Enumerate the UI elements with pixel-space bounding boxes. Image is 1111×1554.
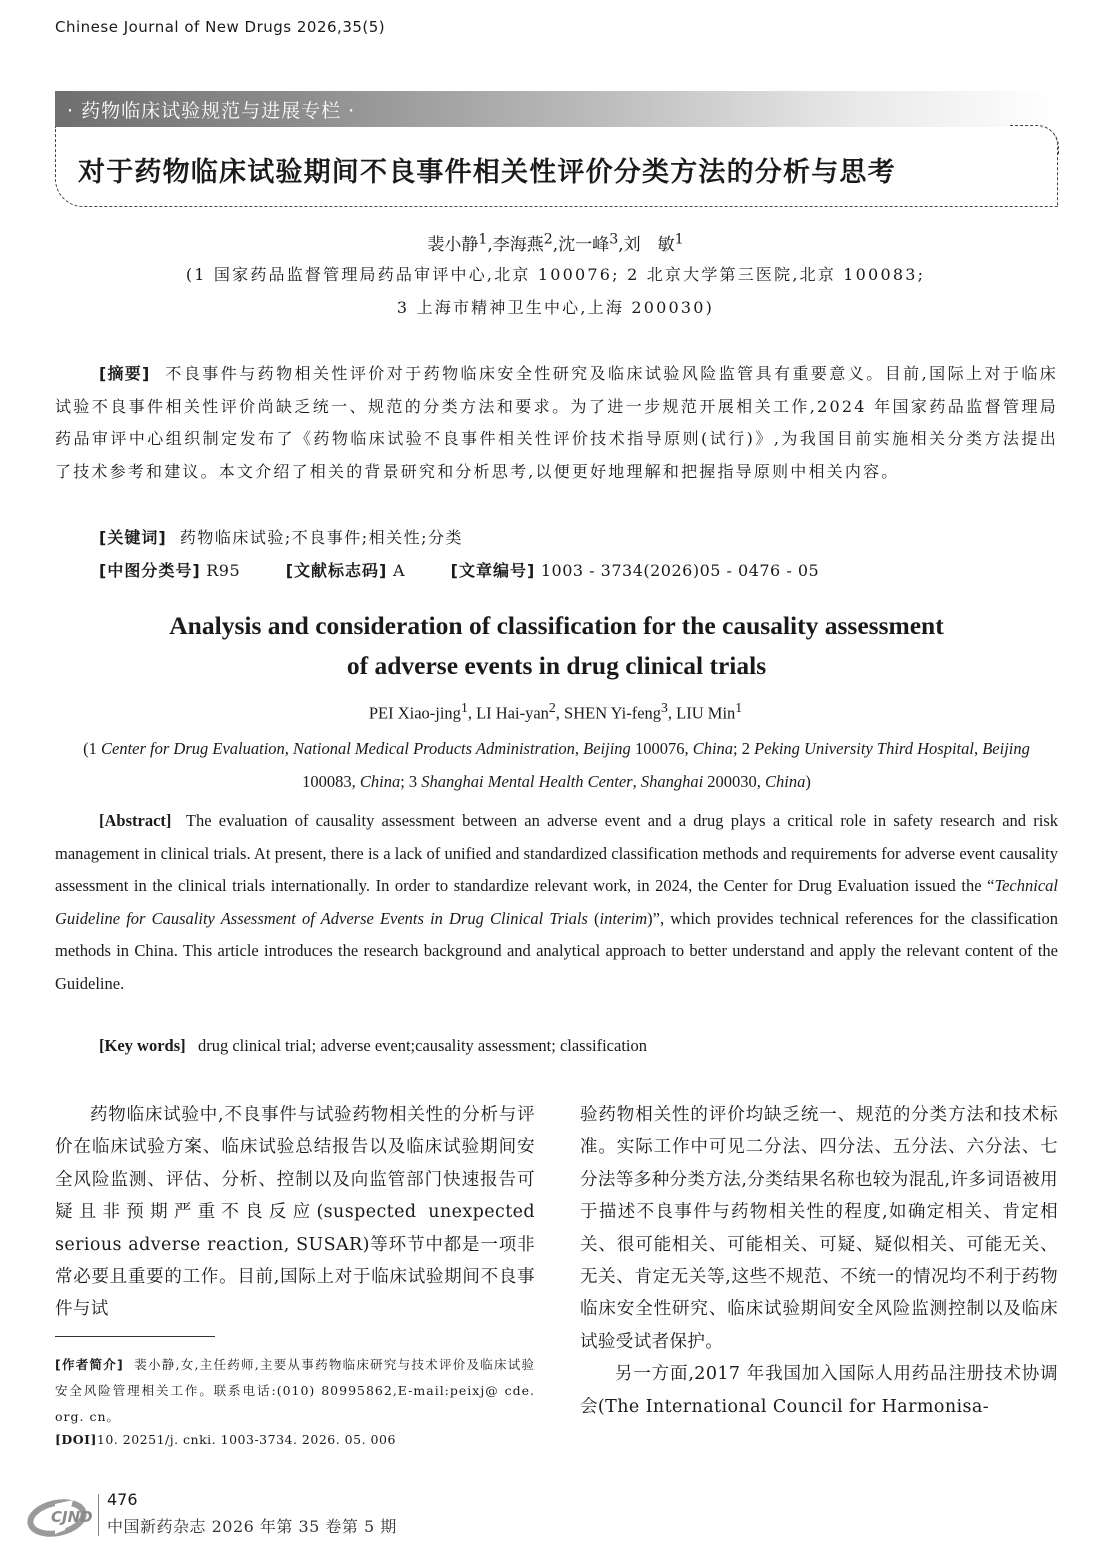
affil-org: National Medical Products Administration [293, 739, 575, 758]
running-head: Chinese Journal of New Drugs 2026,35(5) [55, 18, 386, 36]
author-affil-mark: 3 [661, 700, 668, 715]
interim-word: interim [599, 908, 648, 928]
article-no-value: 1003 - 3734(2026)05 - 0476 - 05 [540, 561, 820, 580]
affil-sep: , [284, 739, 294, 758]
classification-line [99, 558, 819, 581]
doi-value: 10. 20251/j. cnki. 1003-3734. 2026. 05. 006 [96, 1432, 396, 1447]
author-name: 李海燕 [492, 235, 544, 255]
footer-journal-info: 中国新药杂志 2026 年第 35 卷第 5 期 [107, 1517, 397, 1536]
author-name-en: SHEN Yi-feng [564, 703, 662, 723]
abstract-en [55, 805, 1058, 1000]
article-no-label: [文章编号] [450, 561, 536, 580]
affil-end: ; [733, 739, 742, 758]
affil-country: China [359, 772, 401, 791]
author-affil-mark: 1 [735, 700, 743, 715]
clc-value: R95 [206, 561, 241, 580]
author-name: 刘 敏 [623, 235, 675, 255]
author-name: 裴小静 [427, 235, 479, 255]
authors-cn: 裴小静$^1$,李海燕$^2$,沈一峰$^3$,刘 敏$^1$ [427, 231, 684, 255]
body-paragraph: 药物临床试验中,不良事件与试验药物相关性的分析与评价在临床试验方案、临床试验总结报告以及临床试验期间安全风险监测、评估、分析、控制以及向监管部门快速报告可疑且非预期严重不良反应(suspected unexpected serious adverse reaction, SUSAR)等环节中都是一项非常必要且重要的工作。目前,国际上对于临床试验期间不良事件与试 [55, 1105, 535, 1320]
article-title-cn: 对于药物临床试验期间不良事件相关性评价分类方法的分析与思考 [78, 157, 896, 188]
author-affil-mark: 1 [478, 231, 488, 248]
author-note [55, 1352, 535, 1430]
doc-code-label: [文献标志码] [285, 561, 388, 580]
affiliations-cn-line1: (1 国家药品监督管理局药品审评中心,北京 100076; 2 北京大学第三医院,北京 100083; [185, 265, 926, 284]
keywords-cn [99, 525, 463, 548]
affil-city: Beijing [982, 739, 1030, 758]
affil-city: Shanghai [640, 772, 704, 791]
title-en-line1: Analysis and consideration of classification for the causality assessment [169, 611, 944, 640]
author-note-text: 裴小静,女,主任药师,主要从事药物临床研究与技术评价及临床试验安全风险管理相关工作。联系电话:(010) 80995862,E-mail:peixj@ cde. org. cn。 [55, 1357, 536, 1424]
author-affil-mark: 2 [548, 700, 556, 715]
affil-end: ; [400, 772, 409, 791]
keywords-en [99, 1036, 647, 1056]
footer-divider [98, 1494, 99, 1536]
column-banner [55, 91, 1058, 127]
affil-code: 100076, [630, 739, 693, 758]
affil-inst: Center for Drug Evaluation [101, 739, 285, 758]
doi [55, 1432, 396, 1447]
article-title-en [55, 606, 1058, 686]
author-note-label: [作者简介] [55, 1357, 124, 1372]
doc-code-value: A [392, 561, 406, 580]
keywords-cn-text: 药物临床试验;不良事件;相关性;分类 [179, 528, 463, 547]
affil-sep: , [973, 739, 983, 758]
abstract-en-paren: ( [587, 908, 600, 928]
abstract-en-part2: )”, which provides technical references for the classification methods in China. This article introduces the research background and analytical approach to better understand and apply the relevant content of the Guideline. [55, 908, 1059, 993]
author-affil-mark: 3 [609, 231, 619, 248]
keywords-en-text: drug clinical trial; adverse event;causality assessment; classification [197, 1036, 647, 1055]
affil-code: 200030, [703, 772, 766, 791]
affil-city: Beijing [583, 739, 631, 758]
affiliations-en: (1 Center for Drug Evaluation, National Medical Products Administration, Beijing 100076, China; 2 Peking University Third Hospital, Beijing 100083, China; 3 Shanghai Mental Health Center, Shanghai 200030, China) [83, 739, 1030, 791]
affil-code: 100083, [302, 772, 360, 791]
abstract-en-part1: The evaluation of causality assessment between an adverse event and a drug plays a critical role in safety research and risk management in clinical trials. At present, there is a lack of unified and standardized classification methods and requirements for adverse event causality assessment in the clinical trials internationally. In order to standardize relevant work, in 2024, the Center for Drug Evaluation issued the “ [55, 811, 1058, 895]
authors-en: PEI Xiao-jing$^1$, LI Hai-yan$^2$, SHEN Yi-feng$^3$, LIU Min$^1$ [368, 700, 743, 723]
affiliations-cn-line2: 3 上海市精神卫生中心,上海 200030) [396, 298, 715, 317]
affil-inst: Peking University Third Hospital [754, 739, 974, 758]
author-affil-mark: 2 [543, 231, 553, 248]
clc-label: [中图分类号] [99, 561, 201, 580]
keywords-en-label: [Key words] [99, 1036, 186, 1055]
author-name-en: PEI Xiao-jing [368, 703, 461, 723]
abstract-cn [55, 358, 1058, 488]
body-paragraph: 验药物相关性的评价均缺乏统一、规范的分类方法和技术标准。实际工作中可见二分法、四分法、五分法、六分法、七分法等多种分类方法,分类结果名称也较为混乱,许多词语被用于描述不良事件与药物相关性的程度,如确定相关、肯定相关、很可能相关、可能相关、可疑、疑似相关、可能无关、无关、肯定无关等,这些不规范、不统一的情况均不利于药物临床安全性研究、临床试验期间安全风险监测控制以及临床试验受试者保护。 [580, 1105, 1058, 1352]
abstract-cn-label: [摘要] [99, 364, 151, 383]
doi-label: [DOI] [55, 1432, 97, 1447]
page-number: 476 [107, 1490, 138, 1509]
author-affil-mark: 1 [674, 231, 684, 248]
abstract-cn-text: 不良事件与药物相关性评价对于药物临床安全性研究及临床试验风险监管具有重要意义。目前,国际上对于临床试验不良事件相关性评价尚缺乏统一、规范的分类方法和要求。为了进一步规范开展相关工作,2024 年国家药品监督管理局药品审评中心组织制定发布了《药物临床试验不良事件相关性评价技术指导原则(试行)》,为我国目前实施相关分类方法提出了技术参考和建议。本文介绍了相关的背景研究和分析思考,以便更好地理解和把握指导原则中相关内容。 [55, 364, 1058, 481]
logo-lettering: CJND [51, 1508, 93, 1526]
title-en-line2: of adverse events in drug clinical trials [346, 651, 767, 680]
abstract-en-label: [Abstract] [99, 811, 172, 830]
column-label: · 药物临床试验规范与进展专栏 · [67, 100, 356, 122]
affil-sep: , [632, 772, 641, 791]
affil-country: China [765, 772, 806, 791]
body-paragraph: 另一方面,2017 年我国加入国际人用药品注册技术协调会(The International Council for Harmonisa- [580, 1364, 1058, 1417]
journal-logo [25, 1490, 97, 1538]
affil-sep: , [574, 739, 584, 758]
author-name: 沈一峰 [558, 235, 610, 255]
body-column-right [580, 1099, 1058, 1423]
body-column-left [55, 1099, 535, 1326]
author-name-en: LIU Min [676, 703, 736, 723]
affil-country: China [692, 739, 734, 758]
keywords-cn-label: [关键词] [99, 528, 167, 547]
author-affil-mark: 1 [460, 700, 468, 715]
guideline-title: Technical Guideline for Causality Assessment of Adverse Events in Drug Clinical Trials [55, 876, 1058, 928]
affil-inst: Shanghai Mental Health Center [421, 772, 633, 791]
affil-end: ) [805, 772, 811, 791]
footnote-rule [55, 1336, 215, 1337]
author-name-en: LI Hai-yan [476, 703, 549, 723]
